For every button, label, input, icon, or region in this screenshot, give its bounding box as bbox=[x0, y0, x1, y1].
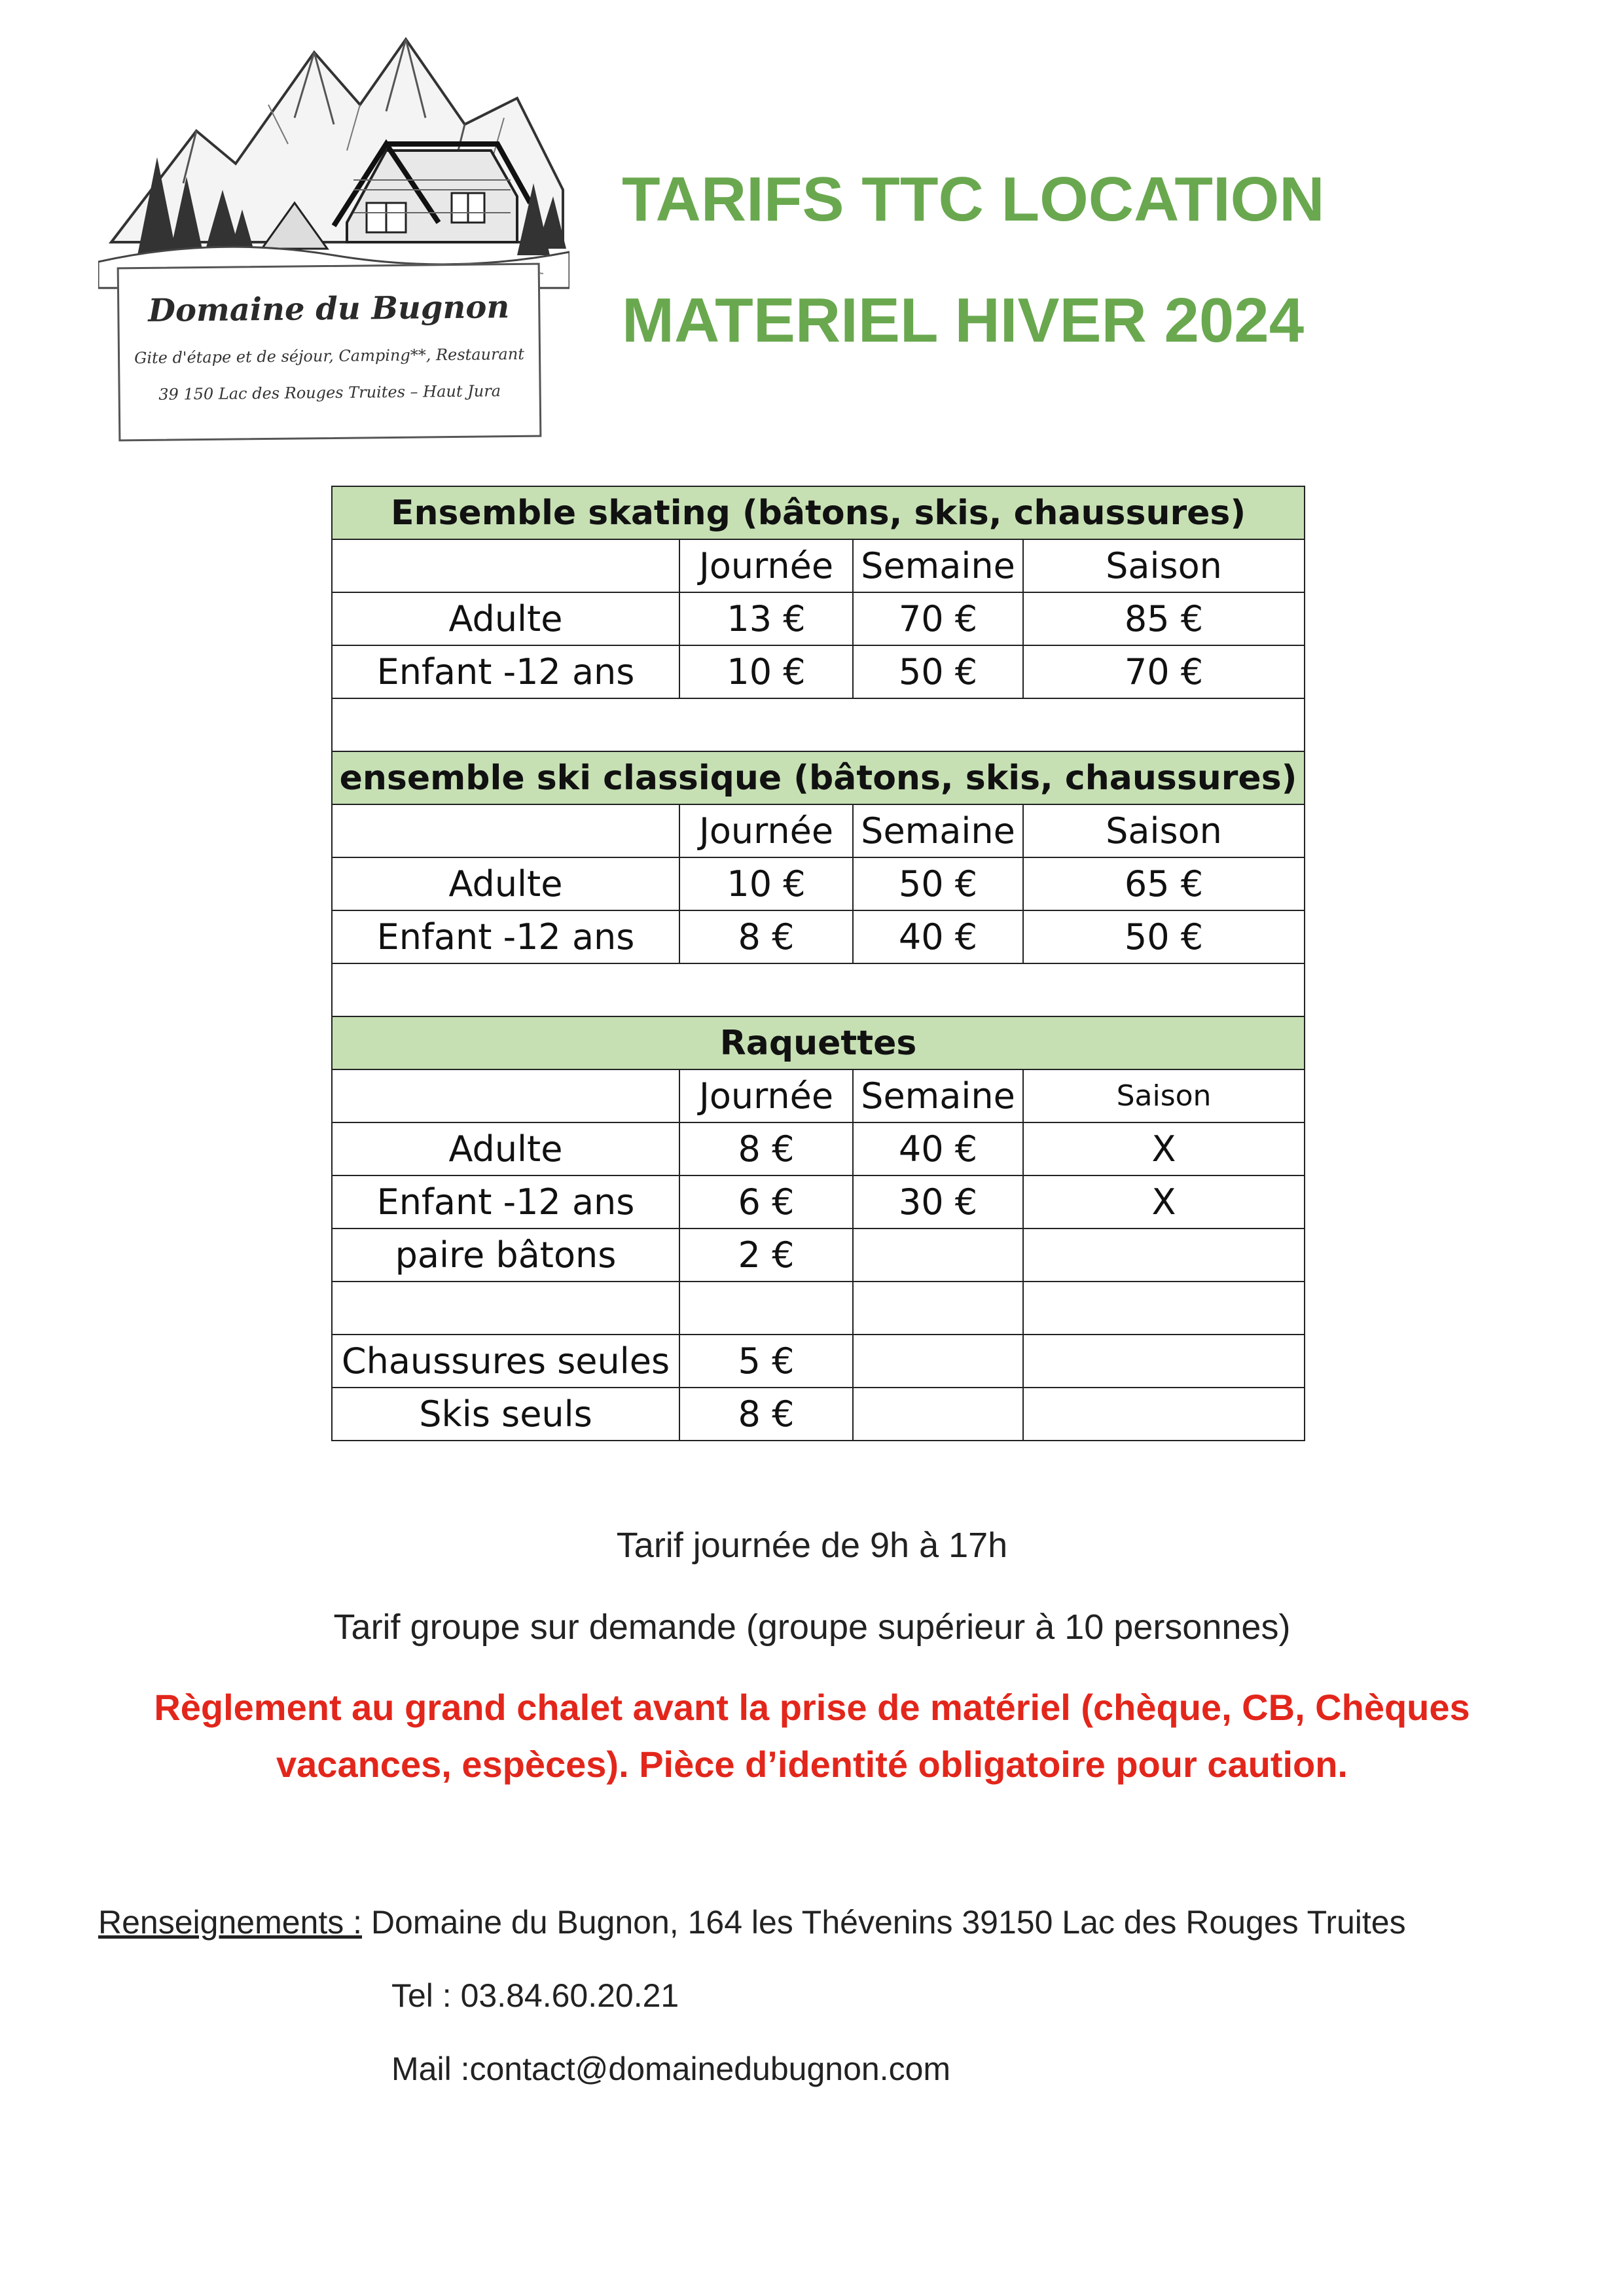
table-cell: Enfant -12 ans bbox=[332, 910, 679, 963]
table-cell: Chaussures seules bbox=[332, 1335, 679, 1388]
contact-tel: Tel : 03.84.60.20.21 bbox=[391, 1977, 679, 2014]
table-cell: X bbox=[1023, 1175, 1305, 1229]
section-skating-header: Ensemble skating (bâtons, skis, chaussures) bbox=[332, 486, 1305, 539]
column-header: Saison bbox=[1023, 804, 1305, 857]
logo bbox=[98, 26, 569, 445]
column-header bbox=[332, 539, 679, 592]
table-row bbox=[332, 1388, 1305, 1441]
contact-line bbox=[98, 1903, 1406, 1941]
table-cell: Enfant -12 ans bbox=[332, 645, 679, 698]
logo-address: 39 150 Lac des Rouges Truites – Haut Jura bbox=[158, 382, 501, 404]
column-header-row bbox=[332, 539, 1305, 592]
column-header: Journée bbox=[679, 804, 853, 857]
reglement-text-line1: Règlement au grand chalet avant la prise de matériel (chèque, CB, Chèques bbox=[154, 1687, 1470, 1728]
table-cell: 50 € bbox=[853, 645, 1023, 698]
table-cell: 40 € bbox=[853, 1122, 1023, 1175]
table-row bbox=[332, 1122, 1305, 1175]
table-cell: Enfant -12 ans bbox=[332, 1175, 679, 1229]
table-cell: 65 € bbox=[1023, 857, 1305, 910]
spacer-row bbox=[332, 963, 1305, 1016]
table-cell: Adulte bbox=[332, 857, 679, 910]
table-cell: 2 € bbox=[679, 1229, 853, 1282]
table-cell: 8 € bbox=[679, 910, 853, 963]
table-cell: Skis seuls bbox=[332, 1388, 679, 1441]
table-cell bbox=[853, 1388, 1023, 1441]
table-cell: 13 € bbox=[679, 592, 853, 645]
table-cell bbox=[1023, 1282, 1305, 1335]
table-cell bbox=[1023, 1388, 1305, 1441]
table-cell: paire bâtons bbox=[332, 1229, 679, 1282]
table-cell: 10 € bbox=[679, 857, 853, 910]
table-cell: 50 € bbox=[1023, 910, 1305, 963]
table-row bbox=[332, 910, 1305, 963]
section-raquettes-header: Raquettes bbox=[332, 1016, 1305, 1069]
table-cell: 10 € bbox=[679, 645, 853, 698]
section-header-row bbox=[332, 486, 1305, 539]
section-header-row bbox=[332, 1016, 1305, 1069]
table-cell: 5 € bbox=[679, 1335, 853, 1388]
table-cell: 8 € bbox=[679, 1388, 853, 1441]
table-cell: 70 € bbox=[853, 592, 1023, 645]
column-header: Semaine bbox=[853, 1069, 1023, 1122]
table-cell: X bbox=[1023, 1122, 1305, 1175]
column-header: Journée bbox=[679, 539, 853, 592]
table-row bbox=[332, 1335, 1305, 1388]
column-header: Semaine bbox=[853, 804, 1023, 857]
table-cell: 8 € bbox=[679, 1122, 853, 1175]
page-title-line1: TARIFS TTC LOCATION bbox=[622, 164, 1325, 234]
spacer-cell bbox=[332, 963, 1305, 1016]
contact-address: Domaine du Bugnon, 164 les Thévenins 39150 Lac des Rouges Truites bbox=[362, 1904, 1406, 1941]
contact-mail: Mail :contact@domainedubugnon.com bbox=[391, 2051, 951, 2087]
table-cell bbox=[1023, 1335, 1305, 1388]
table-row bbox=[332, 1229, 1305, 1282]
spacer-row bbox=[332, 698, 1305, 751]
column-header: Journée bbox=[679, 1069, 853, 1122]
table-row bbox=[332, 1175, 1305, 1229]
logo-subtitle: Gite d'étape et de séjour, Camping**, Restaurant bbox=[134, 344, 525, 368]
column-header: Saison bbox=[1023, 539, 1305, 592]
table-cell bbox=[853, 1229, 1023, 1282]
contact-label: Renseignements : bbox=[98, 1904, 363, 1941]
column-header: Semaine bbox=[853, 539, 1023, 592]
spacer-cell bbox=[332, 698, 1305, 751]
table-cell: Adulte bbox=[332, 592, 679, 645]
table-row bbox=[332, 592, 1305, 645]
column-header: Saison bbox=[1023, 1069, 1305, 1122]
column-header-row bbox=[332, 1069, 1305, 1122]
table-cell bbox=[853, 1282, 1023, 1335]
table-cell: 6 € bbox=[679, 1175, 853, 1229]
column-header bbox=[332, 804, 679, 857]
table-cell bbox=[332, 1282, 679, 1335]
table-row bbox=[332, 857, 1305, 910]
price-table bbox=[331, 486, 1305, 1441]
table-cell: Adulte bbox=[332, 1122, 679, 1175]
page-title-line2: MATERIEL HIVER 2024 bbox=[622, 285, 1305, 355]
table-cell: 40 € bbox=[853, 910, 1023, 963]
table-row bbox=[332, 645, 1305, 698]
table-cell bbox=[1023, 1229, 1305, 1282]
column-header-row bbox=[332, 804, 1305, 857]
logo-card bbox=[117, 263, 542, 442]
table-cell: 70 € bbox=[1023, 645, 1305, 698]
reglement-text-line2: vacances, espèces). Pièce d’identité obligatoire pour caution. bbox=[276, 1744, 1348, 1785]
table-cell bbox=[679, 1282, 853, 1335]
column-header bbox=[332, 1069, 679, 1122]
mountain-chalet-illustration bbox=[98, 26, 569, 301]
logo-name: Domaine du Bugnon bbox=[148, 289, 510, 329]
table-cell: 85 € bbox=[1023, 592, 1305, 645]
table-cell bbox=[853, 1335, 1023, 1388]
table-cell: 30 € bbox=[853, 1175, 1023, 1229]
tarif-journee-text: Tarif journée de 9h à 17h bbox=[616, 1526, 1008, 1565]
table-cell: 50 € bbox=[853, 857, 1023, 910]
section-header-row bbox=[332, 751, 1305, 804]
tarif-groupe-text: Tarif groupe sur demande (groupe supérieur à 10 personnes) bbox=[333, 1607, 1291, 1647]
section-classique-header: ensemble ski classique (bâtons, skis, chaussures) bbox=[332, 751, 1305, 804]
table-row bbox=[332, 1282, 1305, 1335]
